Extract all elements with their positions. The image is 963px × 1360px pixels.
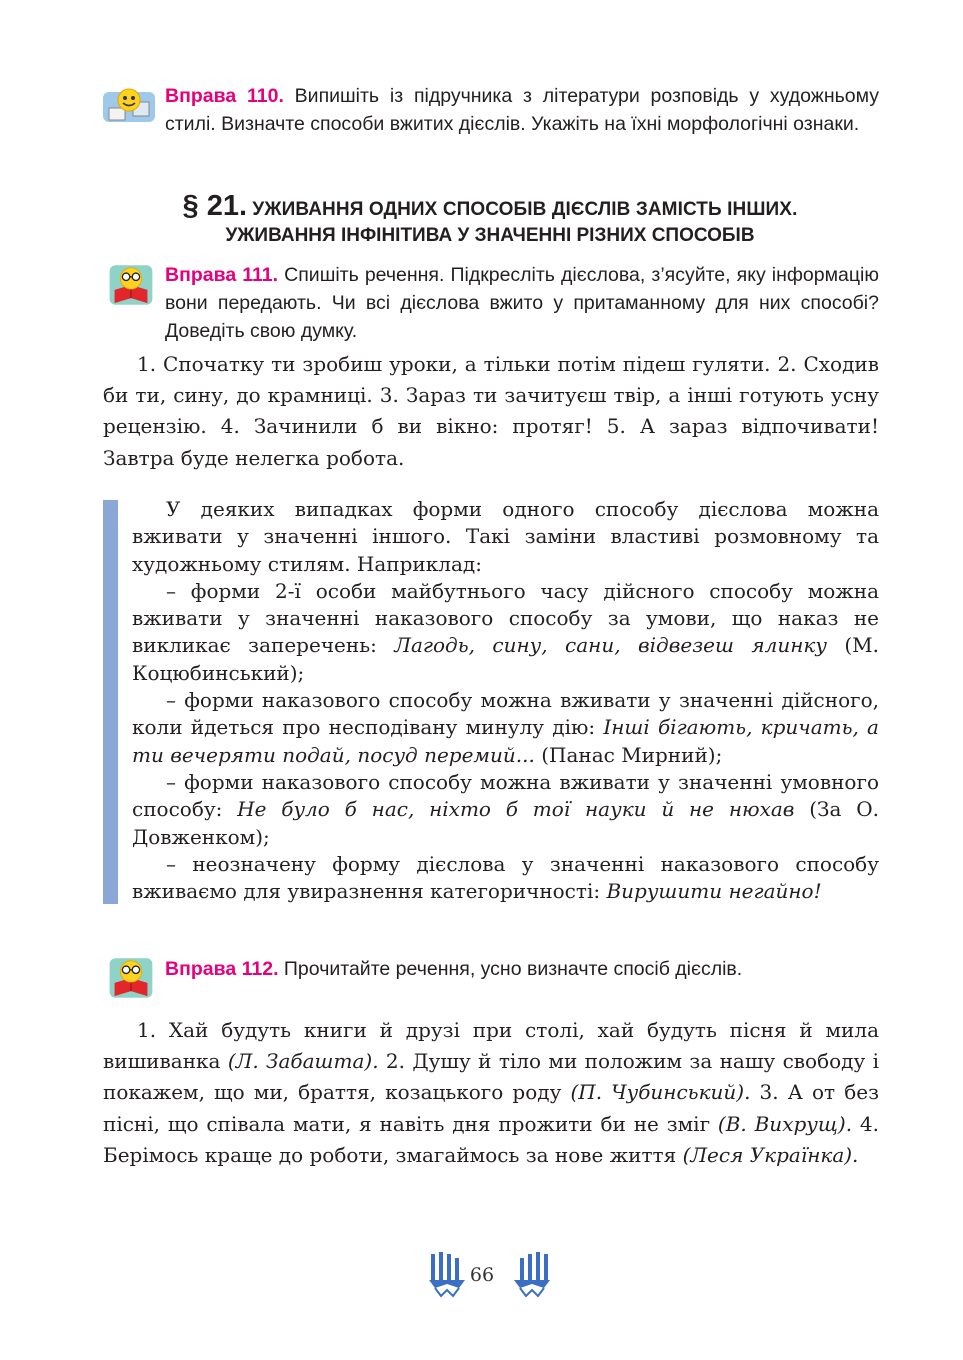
exercise-111-sentences <box>103 349 879 474</box>
author: (П. Чубинський). <box>570 1080 751 1105</box>
rule-example: Не було б нас, ніхто б тої науки й не нюхав <box>237 797 795 822</box>
section-number: § 21. <box>182 190 248 222</box>
ornament-icon <box>425 1250 469 1298</box>
exercise-text: 1. Спочатку ти зробиш уроки, а тільки потім підеш гуляти. 2. Сходив би ти, сину, до крамниці. 3. Зараз ти зачитуєш твір, а інші готують усну рецензію. 4. Зачинили б ви вікно: протяг! 5. А зараз відпочивати! Завтра буде нелегка робота. <box>103 352 879 470</box>
section-title-line2: УЖИВАННЯ ІНФІНІТИВА У ЗНАЧЕННІ РІЗНИХ СПОСОБІВ <box>225 225 755 246</box>
exercise-task-text: Спишіть речення. Підкресліть дієслова, з’ясуйте, яку інформацію вони передають. Чи всі дієслова вжито у притаманному для них способі? Доведіть свою думку. <box>165 264 879 342</box>
exercise-112-sentences <box>103 1015 879 1171</box>
exercise-task-text: Випишіть із підручника з літератури розповідь у художньому стилі. Визначте способи вжитих дієслів. Укажіть на їхні морфологічні ознаки. <box>165 85 879 135</box>
rule-example: Інші бігають, кричать, а ти вечеряти подай, посуд перемий... <box>132 715 879 767</box>
exercise-label: Вправа 111. <box>165 264 279 286</box>
exercise-111-heading <box>165 261 879 345</box>
rule-example: Лагодь, сину, сани, відвезеш ялинку <box>394 633 827 658</box>
exercise-label: Вправа 112. <box>165 958 279 980</box>
page-number: 66 <box>469 1264 495 1286</box>
exercise-task-text: Прочитайте речення, усно визначте спосіб дієслів. <box>278 958 743 980</box>
author: (Леся Українка). <box>682 1142 859 1167</box>
section-title-line1: УЖИВАННЯ ОДНИХ СПОСОБІВ ДІЄСЛІВ ЗАМІСТЬ ІНШИХ. <box>247 199 798 220</box>
author: (Л. Забашта). <box>227 1049 379 1074</box>
exercise-text: 1. Хай будуть книги й друзі при столі, хай будуть пісня й мила вишиванка (Л. Забашта). 2. Душу й тіло ми положим за нашу свободу і покажем, що ми, браття, козацького роду (П. Чубинський). 3. А от без пісні, що співала мати, я навіть дня прожити би не зміг (В. Вихрущ). 4. Берімось краще до роботи, змагаймось за нове життя (Леся Українка). <box>103 1018 880 1167</box>
rule-item: – форми 2-ї особи майбутнього часу дійсного способу можна вживати у значенні наказового способу за умови, що наказ не викликає заперечень: Лагодь, сину, сани, відвезеш ялинку (М. Коцюбинський); <box>132 578 879 685</box>
section-title <box>100 190 880 247</box>
reading-smiley-icon <box>103 262 159 308</box>
rule-side-bar <box>103 500 118 904</box>
author: (В. Вихрущ). <box>717 1111 853 1136</box>
rule-intro: У деяких випадках форми одного способу дієслова можна вживати у значенні іншого. Такі заміни властиві розмовному та художньому стилям. Наприклад: <box>132 497 879 576</box>
ornament-icon <box>510 1250 554 1298</box>
rule-item: – форми наказового способу можна вживати у значенні умовного способу: Не було б нас, ніхто б тої науки й не нюхав (За О. Довженком); <box>132 769 880 849</box>
exercise-112-heading <box>165 955 879 983</box>
rule-example: Вирушити негайно! <box>606 879 822 904</box>
reading-smiley-icon <box>103 955 159 1001</box>
computer-smiley-icon <box>101 84 157 130</box>
rule-item: – форми наказового способу можна вживати у значенні дійсного, коли йдеться про несподівану минулу дію: Інші бігають, кричать, а ти вечеряти подай, посуд перемий... (Панас Мирний); <box>132 688 879 767</box>
exercise-label: Вправа 110. <box>165 85 284 107</box>
exercise-110-heading <box>165 82 879 138</box>
rule-item: – неозначену форму дієслова у значенні наказового способу вживаємо для увиразнення категоричності: Вирушити негайно! <box>132 851 879 904</box>
rule-block <box>132 496 879 905</box>
